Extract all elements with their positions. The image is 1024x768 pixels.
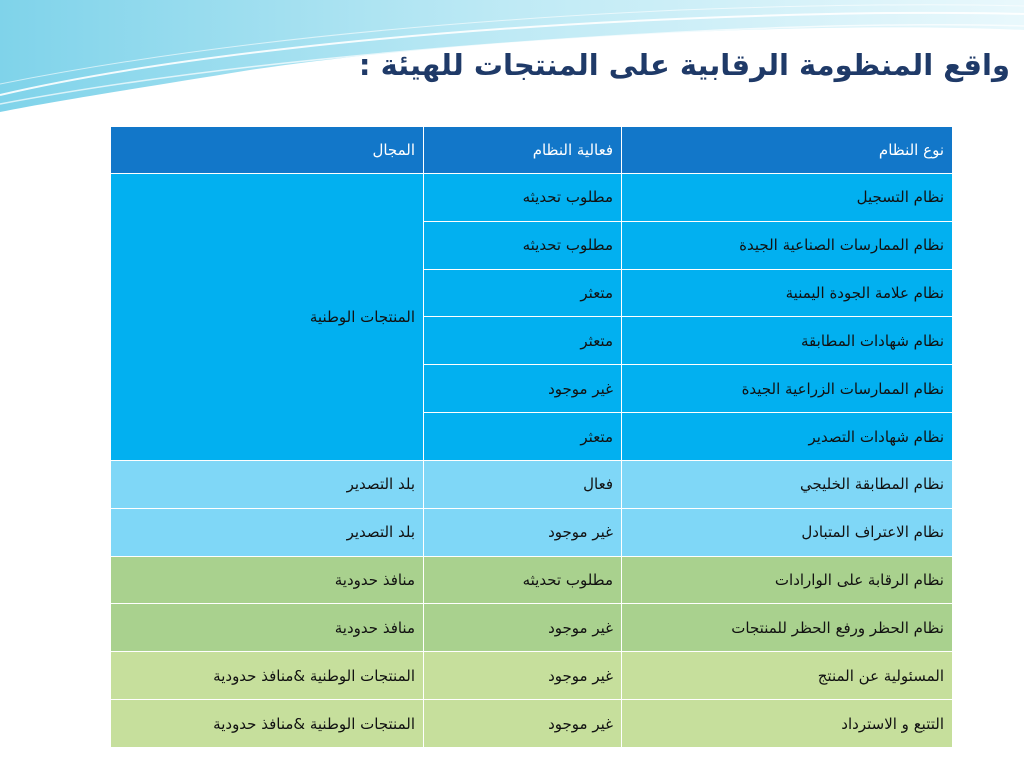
table-row — [111, 652, 953, 700]
table-row — [111, 556, 953, 604]
header-effectiveness: فعالية النظام — [424, 127, 622, 174]
system-type-cell: نظام التسجيل — [622, 174, 953, 222]
slide-title: واقع المنظومة الرقابية على المنتجات للهيئة : — [358, 48, 1010, 82]
field-cell: المنتجات الوطنية &منافذ حدودية — [111, 700, 424, 748]
field-cell: منافذ حدودية — [111, 604, 424, 652]
table-row — [111, 460, 953, 508]
effectiveness-cell: فعال — [424, 460, 622, 508]
effectiveness-cell: متعثر — [424, 317, 622, 365]
table-header-row — [111, 127, 953, 174]
field-cell-national-products: المنتجات الوطنية — [111, 174, 424, 461]
control-systems-table — [110, 126, 953, 748]
effectiveness-cell: غير موجود — [424, 365, 622, 413]
system-type-cell: نظام الممارسات الزراعية الجيدة — [622, 365, 953, 413]
system-type-cell: نظام الرقابة على الوارادات — [622, 556, 953, 604]
table-row — [111, 508, 953, 556]
effectiveness-cell: مطلوب تحديثه — [424, 221, 622, 269]
table-row — [111, 604, 953, 652]
effectiveness-cell: مطلوب تحديثه — [424, 556, 622, 604]
system-type-cell: المسئولية عن المنتج — [622, 652, 953, 700]
system-type-cell: نظام الاعتراف المتبادل — [622, 508, 953, 556]
effectiveness-cell: غير موجود — [424, 604, 622, 652]
system-type-cell: التتبع و الاسترداد — [622, 700, 953, 748]
system-type-cell: نظام علامة الجودة اليمنية — [622, 269, 953, 317]
effectiveness-cell: غير موجود — [424, 652, 622, 700]
field-cell: منافذ حدودية — [111, 556, 424, 604]
system-type-cell: نظام شهادات التصدير — [622, 413, 953, 461]
system-type-cell: نظام المطابقة الخليجي — [622, 460, 953, 508]
effectiveness-cell: متعثر — [424, 413, 622, 461]
system-type-cell: نظام الممارسات الصناعية الجيدة — [622, 221, 953, 269]
header-system-type: نوع النظام — [622, 127, 953, 174]
effectiveness-cell: متعثر — [424, 269, 622, 317]
header-field: المجال — [111, 127, 424, 174]
field-cell: بلد التصدير — [111, 460, 424, 508]
system-type-cell: نظام شهادات المطابقة — [622, 317, 953, 365]
table-row — [111, 700, 953, 748]
effectiveness-cell: غير موجود — [424, 508, 622, 556]
field-cell: بلد التصدير — [111, 508, 424, 556]
effectiveness-cell: غير موجود — [424, 700, 622, 748]
table-row — [111, 174, 953, 222]
system-type-cell: نظام الحظر ورفع الحظر للمنتجات — [622, 604, 953, 652]
field-cell: المنتجات الوطنية &منافذ حدودية — [111, 652, 424, 700]
effectiveness-cell: مطلوب تحديثه — [424, 174, 622, 222]
